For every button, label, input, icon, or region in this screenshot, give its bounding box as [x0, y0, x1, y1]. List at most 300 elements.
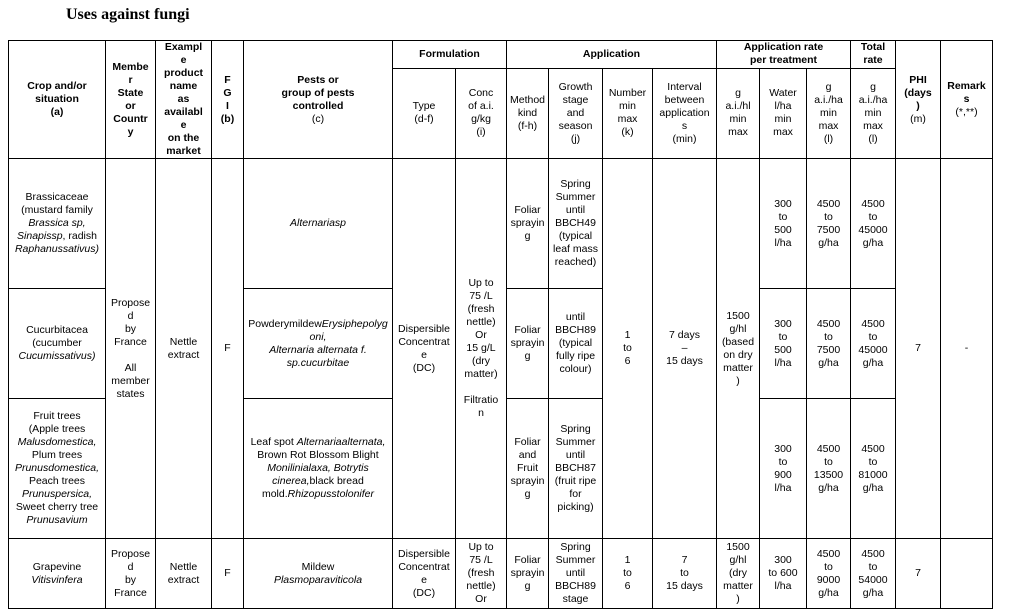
text-line: g/ha: [818, 481, 839, 494]
text-line: reached): [554, 256, 597, 268]
type-cell: [393, 539, 456, 609]
text-line: PHI: [909, 73, 927, 86]
text-line: d: [127, 309, 134, 322]
text-line: (fresh: [467, 303, 495, 315]
header-number: [603, 68, 653, 158]
text-line: Dispersible: [398, 547, 450, 560]
text-line: Concentrat: [398, 335, 450, 348]
text-line: (cucumber: [32, 337, 82, 349]
text-line: Nettle: [169, 560, 198, 573]
text-line: 300: [774, 442, 792, 455]
text-line: to: [623, 342, 632, 354]
text-line: 7: [681, 554, 688, 566]
header-application-rate: [717, 41, 851, 69]
text-line: to: [680, 567, 689, 579]
crop-cell: Brassicaceae (mustard family Brassica sp, Sinapissp, radish Raphanussativus): [9, 159, 106, 289]
text-line: e: [421, 573, 427, 586]
text-line: application: [659, 106, 710, 119]
text-line: extract: [167, 348, 200, 361]
header-fgi: F G I (b): [212, 41, 244, 159]
text-line: stage: [562, 93, 589, 106]
text-line: by: [124, 573, 137, 586]
text-line: season: [558, 119, 593, 132]
fungi-uses-table: [8, 40, 993, 609]
text-line: Up to: [468, 541, 494, 553]
crop-cell: Grapevine Vitisvinfera: [9, 539, 106, 609]
crop-line: Peach trees: [28, 475, 86, 487]
text-line: to: [824, 560, 833, 573]
text-line: n: [478, 407, 484, 419]
text-line: Foliar: [514, 554, 541, 566]
text-line: 900: [774, 468, 792, 481]
text-line: 45000: [858, 223, 888, 236]
text-line: –: [681, 342, 688, 354]
text-line: 300: [774, 317, 792, 330]
text-line: market: [166, 145, 201, 157]
crop-cell: [9, 399, 106, 539]
text-line: colour): [559, 363, 592, 375]
text-line: BBCH49: [555, 217, 596, 229]
g-ha-cell: [807, 159, 851, 289]
header-type: [393, 68, 456, 158]
crop-line: Prunusavium: [26, 514, 88, 526]
text-line: g/ha: [818, 586, 839, 599]
text-line: g: [735, 87, 741, 100]
text-line: until: [565, 204, 586, 216]
text-line: 4500: [861, 317, 885, 330]
text-line: 1500: [726, 541, 750, 553]
text-line: BBCH89: [555, 580, 596, 592]
text-line: nettle): [466, 580, 496, 592]
text-line: Method: [509, 93, 546, 106]
pest-cell: Alternariasp: [244, 159, 393, 289]
text-line: leaf mass: [553, 243, 598, 255]
header-total-g-ha: [851, 68, 896, 158]
text-line: and: [566, 106, 585, 119]
text-line: 15 g/L: [466, 342, 496, 354]
table-row: [9, 539, 993, 609]
example-product-cell: [156, 539, 212, 609]
text-line: for: [569, 488, 582, 500]
text-line: (i): [476, 126, 486, 139]
text-line: 13500: [813, 468, 844, 481]
text-line: Concentrat: [398, 560, 450, 573]
text-line: until: [565, 449, 586, 461]
method-cell: [507, 539, 549, 609]
text-line: g/hl: [729, 554, 747, 566]
text-line: to: [824, 330, 833, 343]
header-water: [760, 68, 807, 158]
text-line: 7 days: [669, 329, 700, 341]
text-line: and: [518, 449, 537, 461]
header-method: [507, 68, 549, 158]
header-member-state: [106, 41, 156, 159]
text-line: s: [681, 119, 688, 132]
text-line: l/ha: [774, 356, 792, 369]
text-line: 1500: [726, 309, 750, 322]
text-line: Fruit: [517, 462, 538, 474]
text-line: Membe: [112, 60, 149, 73]
text-line: min: [774, 113, 792, 126]
crop-line: Prunuspersica,: [21, 488, 93, 500]
text-line: 500: [774, 223, 792, 236]
text-line: d: [127, 560, 134, 573]
text-line: max: [863, 119, 883, 132]
text-line: sprayin: [510, 217, 545, 229]
text-line: name: [169, 80, 198, 92]
text-line: a.i./ha: [858, 93, 888, 106]
text-line: sprayin: [510, 475, 545, 487]
text-line: or: [125, 99, 136, 112]
text-line: (l): [868, 132, 878, 145]
text-line: group of pests: [281, 86, 355, 99]
text-line: Exampl: [164, 41, 203, 53]
text-line: Remark: [947, 80, 986, 92]
text-line: Up to: [468, 277, 494, 289]
text-line: Number: [608, 87, 647, 100]
text-line: g/ha: [862, 356, 884, 369]
water-cell: [760, 159, 807, 289]
text-line: g/ha: [862, 236, 884, 249]
text-line: g: [870, 80, 876, 93]
text-line: (l): [823, 132, 834, 145]
text-line: 75 /L: [469, 290, 493, 302]
text-line: Propose: [110, 296, 151, 309]
text-line: (f-h): [517, 119, 538, 132]
text-line: 54000: [858, 573, 888, 586]
text-line: ): [736, 593, 740, 605]
text-line: (min): [672, 132, 697, 145]
total-rate-cell: [851, 159, 896, 289]
header-remarks: Remark s (*,**): [941, 41, 993, 159]
text-line: 9000: [816, 573, 841, 586]
text-line: e: [180, 119, 187, 131]
text-line: sprayin: [510, 337, 545, 349]
text-line: a.i./ha: [814, 93, 843, 106]
text-line: g/ha: [818, 236, 839, 249]
text-line: g/ha: [862, 481, 884, 494]
text-line: Application rate: [743, 41, 824, 54]
text-line: kind: [517, 106, 538, 119]
text-line: 45000: [858, 343, 888, 356]
text-line: F: [224, 73, 231, 86]
text-line: (fresh: [467, 567, 495, 579]
text-line: (j): [570, 132, 581, 145]
water-cell: [760, 289, 807, 399]
header-conc: [456, 68, 507, 158]
text-line: until: [565, 311, 586, 323]
header-g-ha: [807, 68, 851, 158]
text-line: e: [421, 348, 427, 361]
method-cell: [507, 399, 549, 539]
text-line: fully ripe: [555, 350, 596, 362]
crop-line: Prunusdomestica,: [14, 462, 100, 474]
text-line: 300: [774, 197, 792, 210]
g-ha-cell: [807, 289, 851, 399]
text-line: 4500: [861, 197, 885, 210]
text-line: Foliar: [514, 204, 541, 216]
text-line: Brassicaceae: [25, 191, 89, 203]
text-line: Summer: [555, 554, 596, 566]
text-line: g/hl: [729, 322, 747, 335]
text-line: Cucurbitacea: [26, 324, 88, 336]
text-line: to: [868, 210, 878, 223]
crop-line: Malusdomestica,: [17, 436, 97, 448]
text-line: 15 days: [666, 355, 703, 367]
method-cell: [507, 159, 549, 289]
text-line: Summer: [555, 191, 596, 203]
text-line: g: [524, 230, 531, 242]
text-line: by: [124, 322, 137, 335]
interval-cell: [653, 539, 717, 609]
text-line: Propose: [110, 547, 151, 560]
text-line: 15 days: [666, 580, 703, 592]
text-line: 4500: [861, 547, 885, 560]
text-line: to: [824, 455, 833, 468]
text-line: (d-f): [414, 113, 434, 126]
text-line: 4500: [816, 442, 841, 455]
text-line: ): [916, 99, 920, 112]
number-cell: [603, 159, 653, 539]
text-line: Countr: [113, 112, 148, 125]
growth-stage-cell: [549, 539, 603, 609]
text-line: State: [117, 86, 144, 99]
text-line: 6: [624, 580, 631, 592]
text-line: Spring: [560, 178, 591, 190]
text-line: to: [623, 567, 632, 579]
text-line: y: [127, 125, 134, 138]
text-line: to 600: [768, 567, 798, 579]
text-line: G: [223, 86, 232, 99]
header-interval: [653, 68, 717, 158]
member-state-cell: [106, 159, 156, 539]
text-line: per treatment: [749, 54, 818, 67]
text-line: max: [617, 113, 638, 126]
text-line: stage: [562, 593, 589, 605]
header-growth-stage: [549, 68, 603, 158]
text-line: min: [864, 106, 882, 119]
example-product-cell: [156, 159, 212, 539]
text-line: extract: [167, 573, 200, 586]
text-line: min: [619, 100, 636, 113]
conc-cell: [456, 539, 507, 609]
header-example-product: [156, 41, 212, 159]
header-crop: [9, 41, 106, 159]
text-line: 1: [624, 554, 631, 566]
crop-line: (Apple trees: [28, 423, 86, 435]
header-total-rate: [851, 41, 896, 69]
text-line: BBCH89: [555, 324, 596, 336]
fgi-cell: F: [212, 539, 244, 609]
section-title: Uses against fungi: [66, 6, 190, 23]
g-ha-cell: [807, 539, 851, 609]
text-line: to: [868, 455, 878, 468]
text-line: Type: [412, 100, 436, 113]
text-line: Crop and/or: [27, 80, 87, 92]
text-line: min: [820, 106, 837, 119]
remarks-cell: -: [941, 159, 993, 539]
text-line: (dry: [728, 567, 748, 579]
number-cell: [603, 539, 653, 609]
text-line: max: [728, 126, 748, 139]
text-line: s: [963, 93, 970, 105]
text-line: 4500: [861, 442, 885, 455]
text-line: to: [868, 560, 878, 573]
text-line: Conc: [468, 87, 494, 100]
text-line: Foliar: [514, 324, 541, 336]
text-line: Raphanussativus): [14, 243, 100, 255]
text-line: All: [124, 361, 137, 374]
text-line: between: [664, 93, 705, 106]
text-line: r: [128, 73, 133, 86]
method-cell: [507, 289, 549, 399]
text-line: g: [524, 350, 531, 362]
text-line: matter: [723, 580, 753, 592]
text-line: states: [116, 387, 145, 400]
text-line: g/ha: [862, 586, 884, 599]
total-rate-cell: [851, 289, 896, 399]
interval-cell: [653, 159, 717, 539]
text-line: sprayin: [510, 567, 545, 579]
text-line: g/kg: [471, 113, 491, 126]
text-line: Summer: [555, 436, 596, 448]
crop-cell: Cucurbitacea (cucumber Cucumissativus): [9, 289, 106, 399]
text-line: France: [114, 335, 147, 348]
text-line: Dispersible: [398, 322, 450, 335]
type-cell: [393, 159, 456, 539]
total-rate-cell: [851, 539, 896, 609]
text-line: BBCH87: [555, 462, 596, 474]
text-line: 4500: [816, 197, 841, 210]
water-cell: [760, 539, 807, 609]
text-line: l/ha: [774, 100, 792, 113]
text-line: min: [729, 113, 747, 126]
text-line: Water: [769, 87, 797, 100]
text-line: 81000: [858, 468, 888, 481]
text-line: to: [824, 210, 833, 223]
text-line: l/ha: [774, 580, 792, 592]
text-line: nettle): [466, 316, 496, 328]
text-line: France: [114, 586, 147, 599]
text-line: Total: [860, 41, 886, 54]
text-line: (a): [50, 106, 64, 118]
text-line: l/ha: [774, 481, 792, 494]
g-ha-cell: [807, 399, 851, 539]
text-line: Nettle: [169, 335, 198, 348]
text-line: (DC): [412, 586, 436, 599]
text-line: 6: [624, 355, 631, 367]
text-line: 300: [774, 554, 792, 566]
remarks-cell: [941, 539, 993, 609]
header-formulation: Formulation: [393, 41, 507, 69]
crop-line: Plum trees: [31, 449, 83, 461]
header-application: Application: [507, 41, 717, 69]
conc-cell: [456, 159, 507, 539]
text-line: 4500: [816, 317, 841, 330]
text-line: (fruit ripe: [554, 475, 597, 487]
text-line: g/ha: [818, 356, 839, 369]
text-line: g: [524, 580, 531, 592]
text-line: matter): [464, 368, 498, 380]
crop-line: Sweet cherry tree: [15, 501, 99, 513]
text-line: 1: [624, 329, 631, 341]
text-line: g: [524, 488, 531, 500]
text-line: Pests or: [297, 73, 339, 86]
text-line: Or: [475, 593, 487, 605]
growth-stage-cell: [549, 289, 603, 399]
text-line: Spring: [560, 541, 591, 553]
text-line: (based: [721, 335, 755, 348]
text-line: Brassica sp,: [28, 217, 86, 229]
text-line: (k): [621, 126, 634, 139]
text-line: (days: [904, 86, 932, 99]
text-line: until: [565, 567, 586, 579]
text-line: 7500: [816, 223, 841, 236]
total-rate-cell: [851, 399, 896, 539]
phi-cell: 7: [896, 159, 941, 539]
text-line: picking): [557, 501, 594, 513]
header-phi: PHI (days ) (m): [896, 41, 941, 159]
text-line: Growth: [558, 80, 593, 93]
text-line: to: [778, 330, 788, 343]
fgi-cell: F: [212, 159, 244, 539]
text-line: e: [180, 54, 187, 66]
phi-cell: 7: [896, 539, 941, 609]
growth-stage-cell: [549, 399, 603, 539]
text-line: matter: [723, 361, 753, 374]
text-line: max: [773, 126, 793, 139]
text-line: availabl: [164, 106, 203, 118]
text-line: to: [868, 330, 878, 343]
text-line: (typical: [558, 337, 593, 349]
text-line: (mustard family: [21, 204, 93, 216]
g-hl-cell: [717, 159, 760, 539]
text-line: I: [226, 99, 229, 112]
text-line: 7500: [816, 343, 841, 356]
text-line: of a.i.: [468, 100, 494, 113]
header-pests: Pests or group of pests controlled (c): [244, 41, 393, 159]
g-hl-cell: [717, 539, 760, 609]
text-line: (DC): [412, 361, 436, 374]
text-line: to: [778, 455, 788, 468]
text-line: Filtratio: [463, 394, 499, 406]
header-g-hl: [717, 68, 760, 158]
text-line: Spring: [560, 423, 591, 435]
text-line: 75 /L: [469, 554, 493, 566]
text-line: to: [778, 210, 788, 223]
text-line: on dry: [723, 348, 753, 361]
text-line: Interval: [667, 80, 702, 93]
text-line: Or: [475, 329, 487, 341]
text-line: max: [818, 119, 839, 132]
text-line: (typical: [558, 230, 593, 242]
text-line: member: [111, 374, 150, 387]
text-line: g: [825, 80, 832, 93]
growth-stage-cell: [549, 159, 603, 289]
pest-cell: Mildew Plasmoparaviticola: [244, 539, 393, 609]
text-line: ): [736, 374, 740, 387]
text-line: product: [163, 67, 204, 79]
text-line: l/ha: [774, 236, 792, 249]
table-row: [9, 159, 993, 289]
member-state-cell: [106, 539, 156, 609]
text-line: 500: [774, 343, 792, 356]
water-cell: [760, 399, 807, 539]
crop-line: Fruit trees: [33, 410, 81, 422]
text-line: Foliar: [514, 436, 541, 448]
text-line: rate: [863, 54, 883, 67]
pest-cell: Leaf spot Alternariaalternata, Brown Rot Blossom Blight Monilinialaxa, Botrytis cinerea,black bread mold.Rhizopusstolonifer: [244, 399, 393, 539]
